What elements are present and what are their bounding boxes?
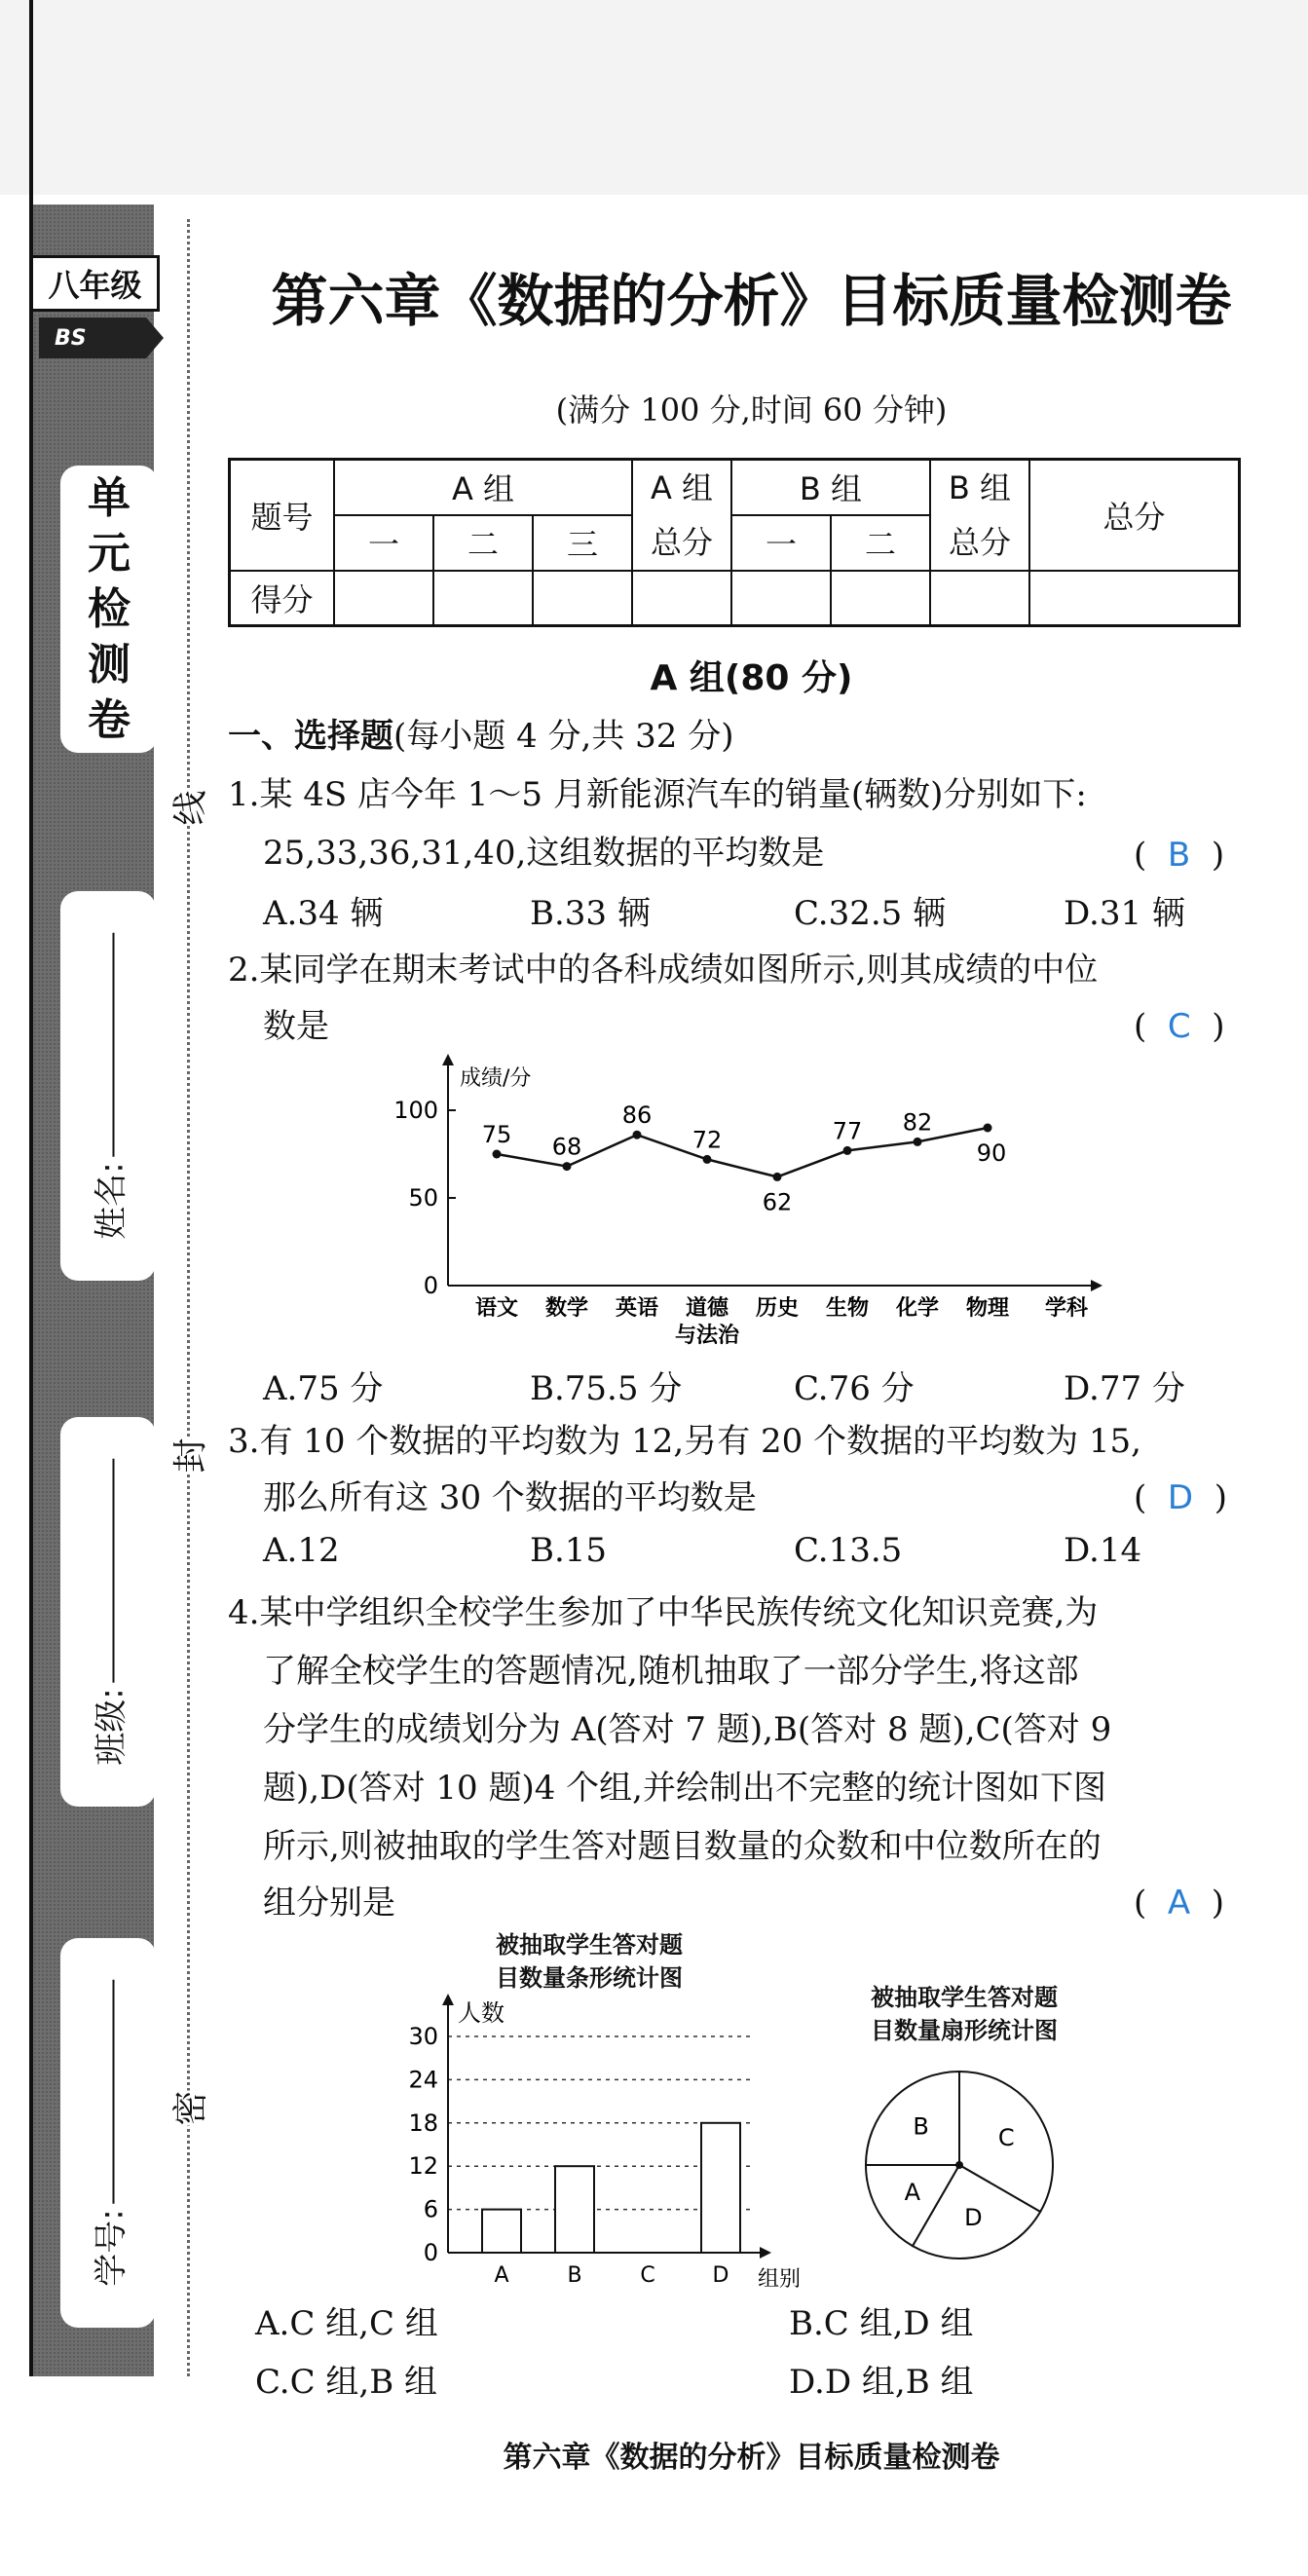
q3-line1: 3.有 10 个数据的平均数为 12,另有 20 个数据的平均数为 15,: [228, 1422, 1141, 1461]
q1-line2: 25,33,36,31,40,这组数据的平均数是: [263, 834, 825, 873]
score-cell[interactable]: [433, 571, 533, 625]
x-tick-label: 道德: [685, 1296, 729, 1321]
q4-line: 4.某中学组织全校学生参加了中华民族传统文化知识竞赛,为: [228, 1593, 1099, 1632]
bar: [701, 2123, 740, 2253]
y-tick-label: 100: [393, 1097, 438, 1124]
q3-option: D.14: [1064, 1531, 1142, 1570]
y-tick-label: 6: [423, 2195, 438, 2223]
x-axis-label: 学科: [1044, 1296, 1089, 1321]
table-header: 一: [731, 515, 831, 571]
table-header: 题号: [230, 460, 335, 572]
y-tick-label: 30: [408, 2023, 438, 2050]
page-title: 第六章《数据的分析》目标质量检测卷: [271, 268, 1232, 334]
y-tick-label: 18: [408, 2109, 438, 2137]
pie-label: B: [913, 2112, 929, 2141]
q4-option: A.C 组,C 组: [255, 2304, 438, 2343]
binding-line: [187, 219, 190, 2376]
id-field-box: [60, 1938, 156, 2328]
y-axis-label: 成绩/分: [460, 1066, 532, 1091]
x-axis-arrow-icon: [760, 2247, 771, 2259]
x-tick-label: 历史: [755, 1296, 800, 1321]
q2-option: A.75 分: [263, 1369, 384, 1408]
data-label: 90: [976, 1139, 1007, 1167]
x-tick-label: 英语: [615, 1296, 659, 1321]
pie-center: [955, 2161, 963, 2169]
q4-option: C.C 组,B 组: [255, 2363, 438, 2402]
name-field[interactable]: [112, 932, 114, 1156]
q4-line: 题),D(答对 10 题)4 个组,并绘制出不完整的统计图如下图: [263, 1769, 1106, 1808]
unit-char: 测: [88, 640, 131, 691]
table-header: 三: [533, 515, 632, 571]
data-point: [773, 1173, 782, 1181]
unit-char: 检: [88, 583, 131, 634]
y-tick-label: 12: [408, 2152, 438, 2181]
q1-option: B.33 辆: [530, 894, 651, 933]
class-field-box: [60, 1417, 156, 1807]
q2-line2: 数是: [263, 1007, 329, 1046]
pie-chart-title: 被抽取学生答对题 目数量扇形统计图: [871, 1984, 1058, 2044]
q2-line1: 2.某同学在期末考试中的各科成绩如图所示,则其成绩的中位: [228, 951, 1099, 989]
q2-option: C.76 分: [794, 1369, 915, 1408]
q3-option: A.12: [263, 1531, 340, 1570]
x-tick-label: 语文: [474, 1296, 519, 1321]
class-label: 班级:: [92, 1688, 131, 1766]
q3-answer: ( D ): [1134, 1478, 1227, 1517]
y-axis-arrow-icon: [442, 1054, 454, 1065]
data-point: [633, 1131, 642, 1139]
id-field[interactable]: [112, 1979, 114, 2203]
y-axis-label: 人数: [458, 1999, 505, 2027]
q4-line: 了解全校学生的答题情况,随机抽取了一部分学生,将这部: [263, 1652, 1079, 1691]
pie-label: C: [997, 2124, 1015, 2152]
data-label: 77: [832, 1117, 863, 1145]
data-label: 62: [762, 1188, 793, 1216]
table-header: 二: [831, 515, 930, 571]
table-header: 一: [334, 515, 433, 571]
x-axis-label: 组别: [757, 2267, 802, 2292]
pie-chart: [857, 2060, 1071, 2274]
score-cell[interactable]: [533, 571, 632, 625]
table-header: A 组 总分: [632, 460, 731, 572]
top-margin: [0, 0, 1308, 195]
data-point: [843, 1146, 852, 1155]
x-tick-label: 物理: [965, 1296, 1010, 1321]
binding-char: 密: [160, 2090, 217, 2125]
data-label: 72: [691, 1126, 723, 1154]
q4-line: 组分别是: [263, 1884, 395, 1923]
pie-label: A: [904, 2178, 920, 2206]
y-axis-arrow-icon: [442, 1994, 454, 2005]
table-header: A 组: [334, 460, 632, 515]
q1-option: A.34 辆: [263, 894, 384, 933]
part-heading: 一、选择题(每小题 4 分,共 32 分): [228, 717, 734, 756]
data-point: [914, 1138, 922, 1146]
q3-line2: 那么所有这 30 个数据的平均数是: [263, 1478, 757, 1517]
table-header: 总分: [1029, 460, 1240, 572]
edition-tab: BS: [39, 317, 146, 358]
q4-line: 所示,则被抽取的学生答对题目数量的众数和中位数所在的: [263, 1827, 1102, 1866]
class-field[interactable]: [112, 1458, 114, 1682]
data-point: [493, 1150, 502, 1159]
name-field-box: [60, 891, 156, 1281]
q4-option: D.D 组,B 组: [789, 2363, 974, 2402]
data-point: [563, 1162, 572, 1171]
unit-char: 元: [88, 528, 131, 579]
x-tick-label: B: [567, 2263, 582, 2288]
unit-char: 卷: [88, 695, 131, 746]
binding-char: 线: [160, 790, 217, 825]
q3-option: B.15: [530, 1531, 608, 1570]
data-label: 86: [621, 1101, 653, 1130]
section-title: A 组(80 分): [650, 658, 853, 698]
table-header: B 组: [731, 460, 930, 515]
page-subtitle: (满分 100 分,时间 60 分钟): [555, 392, 948, 429]
q1-line1: 1.某 4S 店今年 1～5 月新能源汽车的销量(辆数)分别如下:: [228, 775, 1087, 814]
x-tick-label: 数学: [544, 1296, 589, 1321]
x-axis-arrow-icon: [1091, 1280, 1102, 1291]
score-cell[interactable]: [1029, 571, 1240, 625]
q1-option: C.32.5 辆: [794, 894, 947, 933]
x-tick-label: 生物: [825, 1296, 870, 1321]
unit-char: 单: [88, 472, 131, 523]
x-tick-label: 与法治: [674, 1324, 740, 1348]
name-label: 姓名:: [92, 1162, 131, 1240]
q1-option: D.31 辆: [1064, 894, 1185, 933]
page-footer: 第六章《数据的分析》目标质量检测卷: [503, 2441, 1000, 2475]
data-label: 68: [551, 1133, 582, 1161]
q4-answer: ( A ): [1134, 1884, 1225, 1923]
q2-answer: ( C ): [1134, 1007, 1225, 1046]
score-cell[interactable]: [334, 571, 433, 625]
binding-char: 封: [160, 1437, 217, 1473]
score-cell[interactable]: [831, 571, 930, 625]
x-tick-label: C: [640, 2263, 655, 2288]
score-cell[interactable]: [930, 571, 1029, 625]
q4-option: B.C 组,D 组: [789, 2304, 974, 2343]
bar: [482, 2210, 521, 2253]
id-label: 学号:: [92, 2209, 131, 2287]
pie-label: D: [964, 2203, 983, 2231]
edition-arrow-icon: [146, 317, 164, 358]
table-row-label: 得分: [230, 571, 335, 625]
bar: [555, 2166, 594, 2253]
score-cell[interactable]: [632, 571, 731, 625]
y-tick-label: 0: [423, 2239, 438, 2266]
unit-label: [60, 466, 158, 753]
table-header: B 组 总分: [930, 460, 1029, 572]
x-tick-label: 化学: [895, 1296, 940, 1321]
q4-line: 分学生的成绩划分为 A(答对 7 题),B(答对 8 题),C(答对 9: [263, 1710, 1112, 1749]
y-tick-label: 0: [423, 1272, 438, 1299]
q2-option: D.77 分: [1064, 1369, 1185, 1408]
data-label: 75: [481, 1121, 512, 1148]
y-tick-label: 24: [408, 2066, 438, 2094]
grade-tab: 八年级: [33, 255, 160, 312]
q1-answer: ( B ): [1134, 836, 1225, 875]
score-cell[interactable]: [731, 571, 831, 625]
x-tick-label: D: [712, 2263, 729, 2288]
q3-option: C.13.5: [794, 1531, 903, 1570]
q2-option: B.75.5 分: [530, 1369, 683, 1408]
line-chart: [370, 1052, 1120, 1363]
bar-chart-title: 被抽取学生答对题 目数量条形统计图: [496, 1931, 683, 1992]
table-header: 二: [433, 515, 533, 571]
y-tick-label: 50: [408, 1184, 438, 1212]
data-point: [984, 1124, 992, 1133]
bar-chart: [390, 1992, 818, 2294]
x-tick-label: A: [494, 2263, 509, 2288]
data-label: 82: [902, 1108, 933, 1137]
data-point: [703, 1155, 712, 1164]
score-table: [228, 458, 1241, 627]
